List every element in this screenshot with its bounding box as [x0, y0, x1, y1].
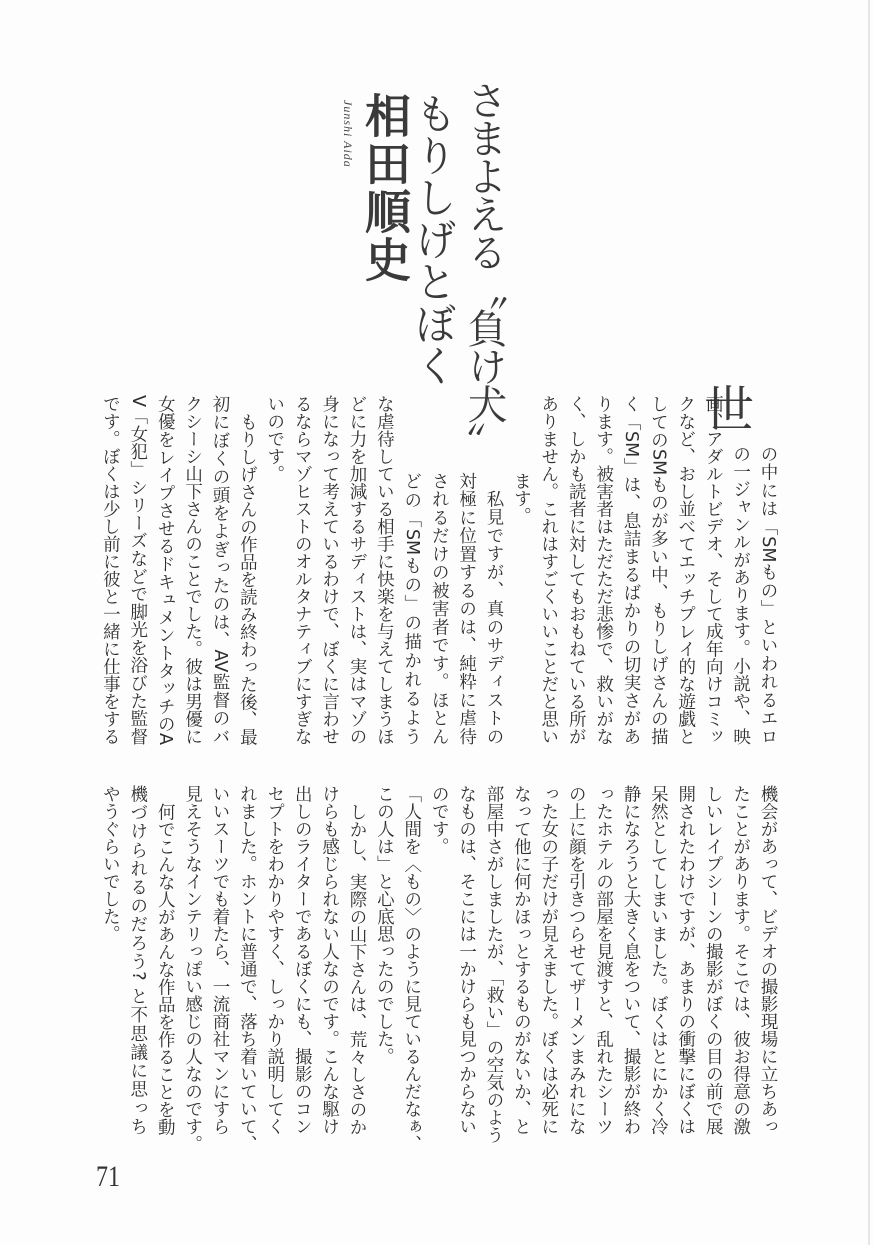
- text-column: しいレイプシーンの撮影がぼくの目の前で展: [703, 785, 724, 1135]
- text-column: たことがあります。そこでは、彼お得意の激: [730, 785, 751, 1135]
- text-column: な虐待している相手に快楽を与えてしまうほ: [374, 395, 395, 745]
- text-column: 女優をレイプさせるドキュメントタッチのA: [155, 395, 176, 745]
- text-column: の上に顔を引きつらせてザーメンまみれにな: [566, 785, 587, 1135]
- scan-edge: [868, 0, 870, 1245]
- page-number: 71: [96, 1160, 120, 1193]
- text-column: もりしげさんの作品を読み終わった後、最: [237, 413, 258, 746]
- text-column: 静になろうと大きく息をついて、撮影が終わ: [621, 785, 641, 1135]
- article-subtitle: もりしげとぼく: [409, 92, 458, 386]
- text-column: されるだけの被害者です。ほとん: [429, 472, 450, 745]
- text-column: れました。ホントに普通で、落ち着いていて、: [237, 785, 258, 1153]
- text-column: 対極に位置するのは、純粋に虐待: [456, 472, 477, 745]
- text-column: セプトをわかりやすく、しっかり説明してく: [264, 785, 285, 1135]
- text-column: く、しかも読者に対してもおもねている所が: [566, 395, 587, 745]
- text-column: どに力を加減するサディストは、実はマゾの: [347, 395, 367, 745]
- text-column: 「人間を〈もの〉のように見ているんだなぁ、: [401, 785, 422, 1153]
- text-column: 初にぼくの頭をよぎったのは、AV監督のバ: [210, 395, 230, 745]
- text-column: ます。: [511, 472, 532, 525]
- text-column: なものは、そこには一かけらも見つからない: [456, 785, 477, 1135]
- text-column: の中には「SMもの」といわれるエロ: [758, 445, 778, 745]
- text-column: この人は」と心底思ったのでした。: [374, 785, 395, 1065]
- text-column: 身になって考えているわけで、ぼくに言わせ: [319, 395, 340, 745]
- text-column: なって他に何かほっとするものがないか、と: [511, 785, 532, 1135]
- text-column: ったホテルの部屋を見渡すと、乱れたシーツ: [593, 785, 614, 1135]
- text-column: く「SM」は、息詰まるばかりの切実さがあ: [621, 395, 641, 745]
- text-column: 呆然としてしまいました。ぼくはとにかく冷: [648, 785, 669, 1135]
- text-column: しかし、実際の山下さんは、荒々しさのか: [347, 803, 367, 1136]
- text-column: の一ジャンルがあります。小説や、映: [730, 445, 751, 745]
- author-name-roman: Junshi Aida: [341, 100, 355, 168]
- text-column: してのSMものが多い中、もりしげさんの描: [648, 395, 669, 745]
- text-column: いのです。: [264, 395, 285, 483]
- text-column: 何でこんな人があんな作品を作ることを動: [155, 803, 176, 1136]
- text-column: 機づけられるのだろう? と不思議に思っち: [127, 785, 148, 1135]
- text-column: のです。: [429, 785, 450, 855]
- text-column: 見えそうなインテリっぽい感じの人なのです。: [182, 785, 203, 1153]
- text-column: やうぐらいでした。: [100, 785, 121, 943]
- text-column: 部屋中さがしましたが、「救い」の空気のよう: [484, 785, 504, 1144]
- text-column: 画、アダルトビデオ、そして成年向けコミッ: [703, 395, 724, 745]
- text-column: 機会があって、ビデオの撮影現場に立ちあっ: [758, 785, 778, 1135]
- drop-cap: 世: [704, 381, 754, 439]
- text-column: った女の子だけが見えました。ぼくは必死に: [538, 785, 559, 1135]
- article-title: さまよえる〝負け犬〟: [461, 80, 507, 460]
- text-column: どの「SMもの」の描かれるよう: [401, 472, 422, 745]
- text-column: クなど、おし並べてエッチプレイ的な遊戯と: [675, 395, 696, 745]
- text-column: です。ぼくは少し前に彼と一緒に仕事をする: [100, 395, 121, 745]
- text-column: 開されたわけですが、あまりの衝撃にぼくは: [675, 785, 696, 1135]
- text-column: クシーシ山下さんのことでした。彼は男優に: [182, 395, 203, 745]
- text-column: るならマゾヒストのオルタナティブにすぎな: [292, 395, 313, 745]
- text-column: いいスーツでも着たら、一流商社マンにすら: [210, 785, 230, 1135]
- text-column: 私見ですが、真のサディストの: [484, 490, 504, 745]
- text-column: V「女犯」シリーズなどで脚光を浴びた監督: [127, 395, 148, 745]
- text-column: ります。被害者はただただ悲惨で、救いがな: [593, 395, 614, 745]
- text-column: ありません。これはすごくいいことだと思い: [538, 395, 559, 745]
- text-column: けらも感じられない人なのです。こんな駆け: [319, 785, 340, 1135]
- author-name: 相田順史: [358, 92, 412, 284]
- text-column: 出しのライターであるぼくにも、撮影のコン: [292, 785, 313, 1135]
